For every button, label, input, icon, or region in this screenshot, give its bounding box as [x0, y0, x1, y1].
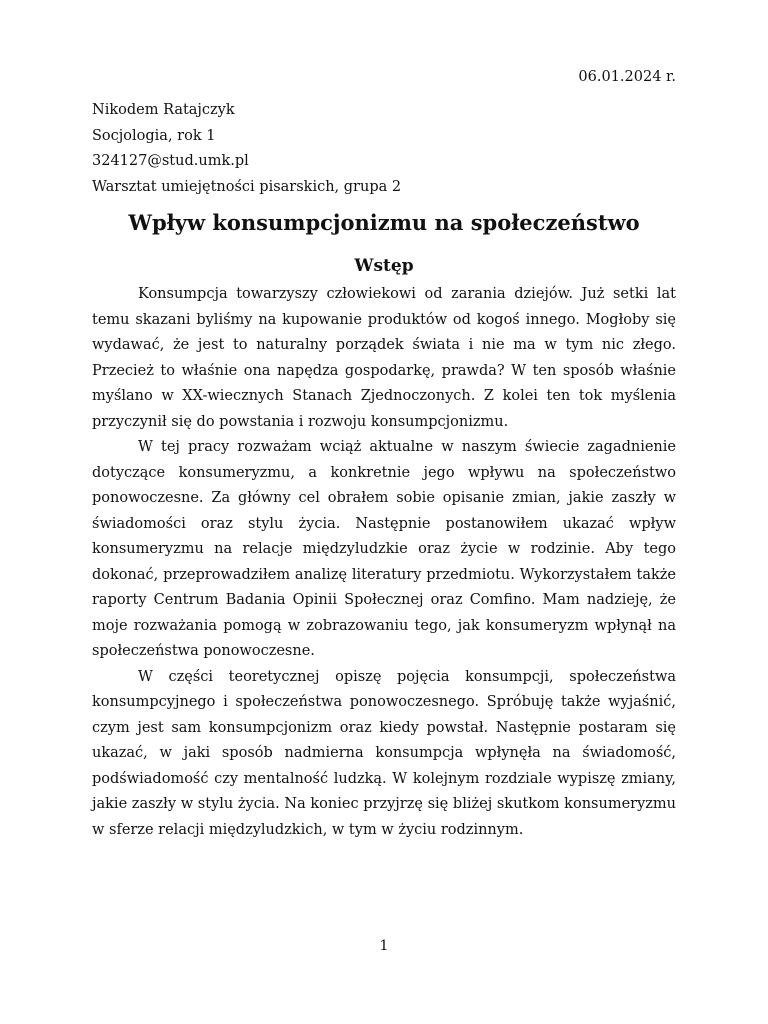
- body-paragraph: W tej pracy rozważam wciąż aktualne w naszym świecie zagadnienie dotyczące konsumeryzmu, a konkretnie jego wpływu na społeczeństwo ponowoczesne. Za główny cel obrałem sobie opisanie zmian, jakie zaszły w świadomości oraz stylu życia. Następnie postanowiłem ukazać wpływ konsumeryzmu na relacje międzyludzkie oraz życie w rodzinie. Aby tego dokonać, przeprowadziłem analizę literatury przedmiotu. Wykorzystałem także raporty Centrum Badania Opinii Społecznej oraz Comfino. Mam nadzieję, że moje rozważania pomogą w zobrazowaniu tego, jak konsumeryzm wpłynął na społeczeństwa ponowoczesne.: [92, 439, 676, 659]
- author-info-block: [92, 98, 676, 200]
- author-course: Warsztat umiejętności pisarskich, grupa 2: [92, 178, 402, 195]
- document-date: 06.01.2024 r.: [578, 69, 676, 85]
- document-body: [92, 282, 676, 843]
- body-paragraph: Konsumpcja towarzyszy człowiekowi od zarania dziejów. Już setki lat temu skazani byliśmy na kupowanie produktów od kogoś innego. Mogłoby się wydawać, że jest to naturalny porządek świata i nie ma w tym nic złego. Przecież to właśnie ona napędza gospodarkę, prawda? W ten sposób właśnie myślano w XX-wiecznych Stanach Zjednoczonych. Z kolei ten tok myślenia przyczynił się do powstania i rozwoju konsumpcjonizmu.: [92, 286, 676, 430]
- author-email: 324127@stud.umk.pl: [92, 153, 249, 169]
- section-heading: Wstęp: [354, 256, 414, 276]
- document-title: Wpływ konsumpcjonizmu na społeczeństwo: [128, 210, 640, 235]
- page-number: 1: [379, 938, 389, 954]
- author-name: Nikodem Ratajczyk: [92, 102, 235, 118]
- author-field-of-study: Socjologia, rok 1: [92, 127, 216, 144]
- body-paragraph: W części teoretycznej opiszę pojęcia konsumpcji, społeczeństwa konsumpcyjnego i społeczeństwa ponowoczesnego. Spróbuję także wyjaśnić, czym jest sam konsumpcjonizm oraz kiedy powstał. Następnie postaram się ukazać, w jaki sposób nadmierna konsumpcja wpłynęła na świadomość, podświadomość czy mentalność ludzką. W kolejnym rozdziale wypiszę zmiany, jakie zaszły w stylu życia. Na koniec przyjrzę się bliżej skutkom konsumeryzmu w sferze relacji międzyludzkich, w tym w życiu rodzinnym.: [92, 668, 676, 838]
